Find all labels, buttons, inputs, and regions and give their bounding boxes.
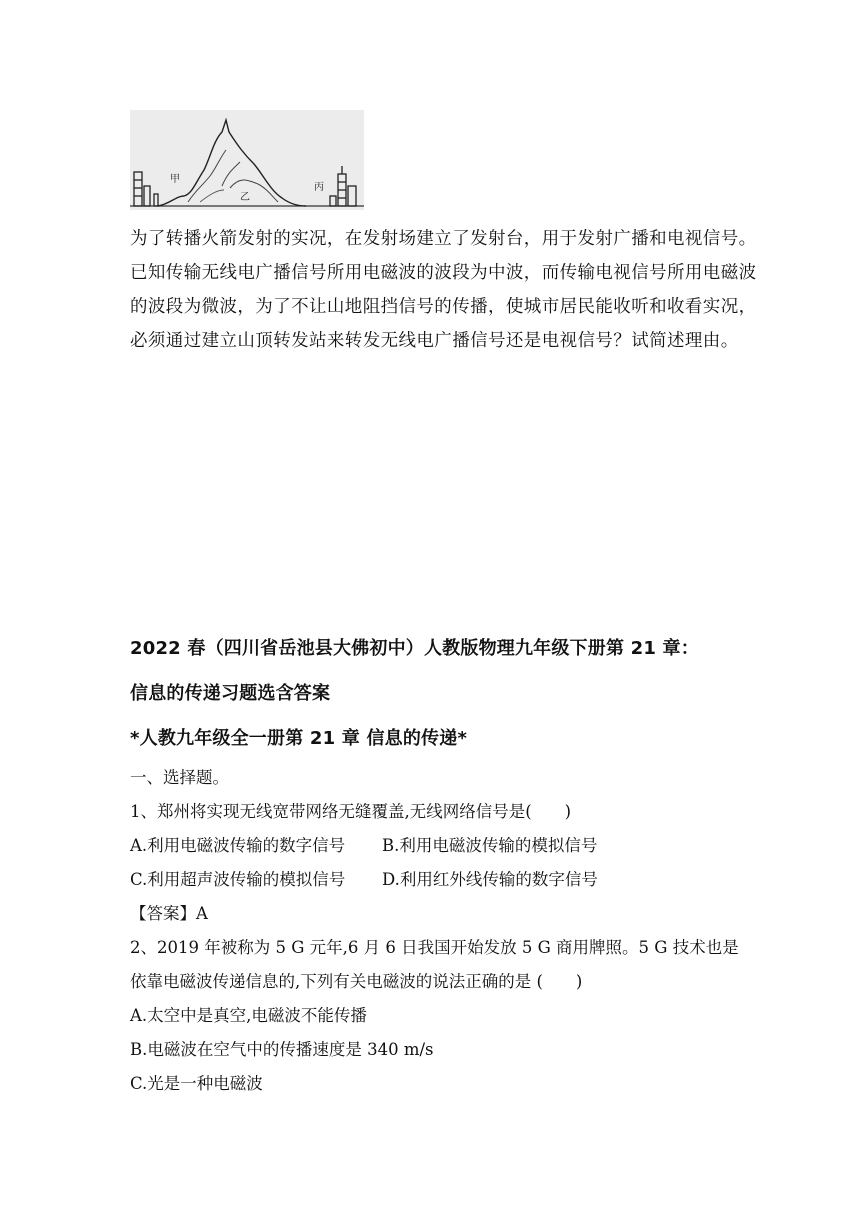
intro-line: 为了转播火箭发射的实况，在发射场建立了发射台，用于发射广播和电视信号。 (130, 229, 757, 249)
doc-title-line2: 信息的传递习题选含答案 (130, 683, 331, 704)
q1-option-d: D.利用红外线传输的数字信号 (382, 870, 598, 889)
section-heading: 一、选择题。 (130, 768, 229, 787)
intro-paragraph (130, 222, 757, 358)
intro-line: 已知传输无线电广播信号所用电磁波的波段为中波，而传输电视信号所用电磁波 (130, 263, 757, 283)
intro-line: 必须通过建立山顶转发站来转发无线电广播信号还是电视信号？试简述理由。 (130, 331, 739, 351)
label-yi: 乙 (240, 192, 250, 203)
q1-stem: 1、郑州将实现无线宽带网络无缝覆盖,无线网络信号是( ) (130, 802, 572, 821)
q2-stem-line2: 依靠电磁波传递信息的,下列有关电磁波的说法正确的是 ( ) (130, 972, 583, 991)
q2-option-b: B.电磁波在空气中的传播速度是 340 m/s (130, 1040, 434, 1059)
doc-title-line1: 2022 春（四川省岳池县大佛初中）人教版物理九年级下册第 21 章： (130, 638, 699, 659)
label-bing: 丙 (314, 182, 324, 193)
doc-subtitle: *人教九年级全一册第 21 章 信息的传递* (130, 728, 468, 749)
q1-option-a: A.利用电磁波传输的数字信号 (130, 836, 346, 855)
mountain-signal-figure (130, 110, 364, 210)
q1-answer: 【答案】A (130, 904, 208, 923)
q2-stem-line1: 2、2019 年被称为 5 G 元年,6 月 6 日我国开始发放 5 G 商用牌照。5 G 技术也是 (130, 938, 739, 957)
label-jia: 甲 (170, 174, 180, 185)
q2-option-c: C.光是一种电磁波 (130, 1074, 263, 1093)
q1-option-c: C.利用超声波传输的模拟信号 (130, 870, 346, 889)
intro-line: 的波段为微波，为了不让山地阻挡信号的传播，使城市居民能收听和收看实况， (130, 297, 757, 317)
mountain-illustration (130, 110, 364, 210)
q1-option-b: B.利用电磁波传输的模拟信号 (382, 836, 598, 855)
q2-option-a: A.太空中是真空,电磁波不能传播 (130, 1006, 367, 1025)
